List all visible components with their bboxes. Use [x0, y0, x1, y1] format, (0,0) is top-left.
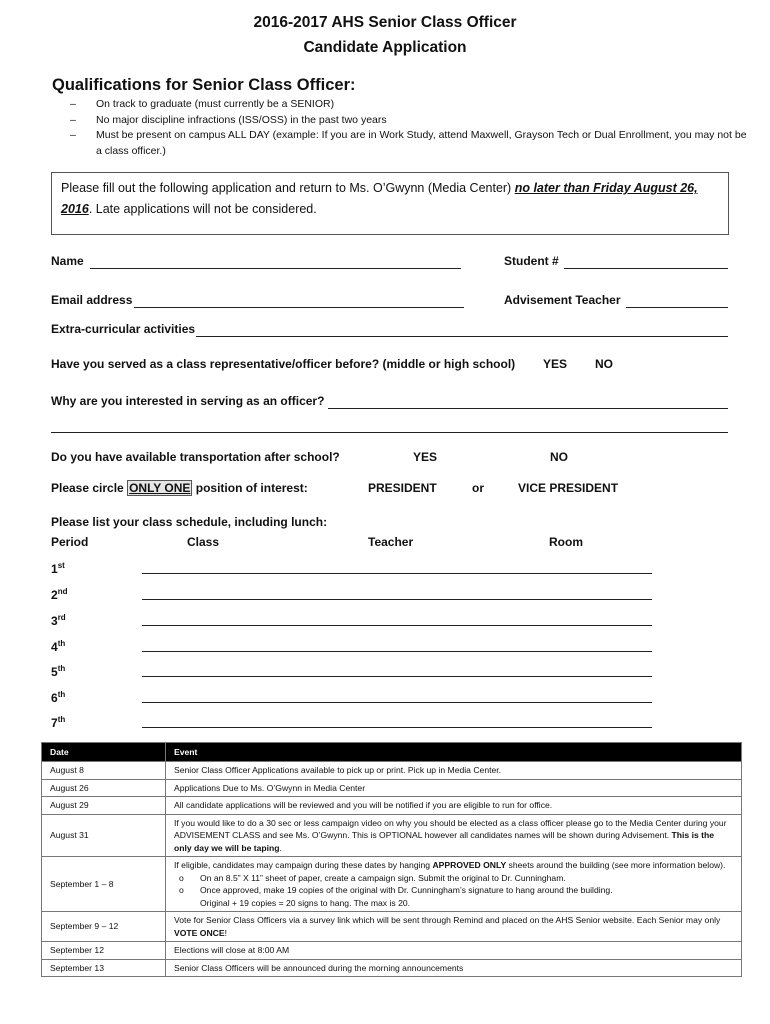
- served-yes-option[interactable]: YES: [543, 357, 568, 371]
- table-header-row: [42, 743, 742, 762]
- schedule-heading: Please list your class schedule, including lunch:: [51, 515, 328, 529]
- event-description: Applications Due to Ms. O’Gwynn in Media Center: [166, 779, 742, 797]
- or-text: or: [472, 481, 484, 495]
- table-row: [42, 857, 742, 912]
- event-description: Elections will close at 8:00 AM: [166, 942, 742, 960]
- event-date: September 1 – 8: [42, 857, 166, 912]
- qualification-item: – Must be present on campus ALL DAY (example: If you are in Work Study, attend Maxwell, Grayson Tech or Dual Enrollment, you may not be a class officer.): [70, 129, 747, 157]
- date-column-header: Date: [42, 743, 166, 762]
- events-table: [41, 742, 742, 977]
- period-6-field[interactable]: [142, 702, 652, 703]
- email-label: Email address: [51, 293, 133, 307]
- period-column-header: Period: [51, 535, 89, 549]
- event-description: Vote for Senior Class Officers via a survey link which will be sent through Remind and placed on the AHS Senior website. Each Senior may only VOTE ONCE!: [166, 912, 742, 942]
- page-subtitle: Candidate Application: [303, 39, 467, 56]
- extracurricular-label: Extra-curricular activities: [51, 322, 196, 336]
- table-row: [42, 912, 742, 942]
- event-date: August 8: [42, 762, 166, 780]
- deadline-year: 2016: [61, 202, 89, 216]
- extracurricular-field[interactable]: [196, 336, 728, 337]
- table-row: [42, 779, 742, 797]
- why-interested-question: Why are you interested in serving as an officer?: [51, 394, 325, 408]
- qualification-item: – On track to graduate (must currently be a SENIOR): [70, 98, 335, 110]
- period-2-field[interactable]: [142, 599, 652, 600]
- advisement-teacher-field[interactable]: [626, 307, 728, 308]
- table-row: [42, 814, 742, 857]
- served-no-option[interactable]: NO: [595, 357, 613, 371]
- period-label: 4th: [51, 639, 66, 654]
- period-3-field[interactable]: [142, 625, 652, 626]
- qualification-item: – No major discipline infractions (ISS/OSS) in the past two years: [70, 113, 387, 126]
- transportation-yes-option[interactable]: YES: [413, 450, 438, 464]
- deadline-notice: Please fill out the following application and return to Ms. O’Gwynn (Media Center) no later than Friday August 26, 2016. Late applications will not be considered.: [51, 172, 729, 235]
- only-one-emphasis: ONLY ONE: [129, 481, 191, 495]
- room-column-header: Room: [549, 535, 583, 549]
- period-label: 7th: [51, 715, 66, 730]
- event-description: Senior Class Officers will be announced during the morning announcements: [166, 959, 742, 977]
- event-description: If you would like to do a 30 sec or less campaign video on why you should be elected as a class officer please go to the Media Center during your ADVISEMENT CLASS and see Ms. O’Gwynn. This is OPTIONAL however all candidates names will be shown during Advisement. This is the only day we will be taping.: [166, 814, 742, 857]
- event-date: August 31: [42, 814, 166, 857]
- campaign-sign-steps: [174, 872, 733, 910]
- transportation-no-option[interactable]: NO: [550, 450, 568, 464]
- event-date: September 13: [42, 959, 166, 977]
- advisement-teacher-label: Advisement Teacher: [504, 293, 621, 307]
- period-4-field[interactable]: [142, 651, 652, 652]
- event-description: Senior Class Officer Applications available to pick up or print. Pick up in Media Center.: [166, 762, 742, 780]
- event-date: September 9 – 12: [42, 912, 166, 942]
- deadline-date: no later than Friday August 26,: [514, 181, 698, 195]
- table-row: [42, 959, 742, 977]
- table-row: [42, 797, 742, 815]
- page-title: 2016-2017 AHS Senior Class Officer: [253, 14, 517, 31]
- table-row: [42, 942, 742, 960]
- name-field[interactable]: [90, 268, 461, 269]
- student-number-field[interactable]: [564, 268, 728, 269]
- transportation-question: Do you have available transportation after school?: [51, 450, 340, 464]
- table-row: [42, 762, 742, 780]
- event-description: If eligible, candidates may campaign during these dates by hanging APPROVED ONLY sheets around the building (see more information below). o On an 8.5” X 11” sheet of paper, create a campaign sign. Submit the original to Dr. Cunningham. o Once approved, make 19 copies of the original with Dr. Cunningham’s signature to hang around the building. Original + 19 copies = 20 signs to hang. The max is 20.: [166, 857, 742, 912]
- list-item: o On an 8.5” X 11” sheet of paper, create a campaign sign. Submit the original to Dr. Cunningham.: [179, 872, 566, 883]
- position-question: Please circle ONLY ONE position of interest:: [51, 481, 308, 495]
- period-label: 3rd: [51, 613, 66, 628]
- why-interested-field-line1[interactable]: [328, 408, 728, 409]
- teacher-column-header: Teacher: [368, 535, 414, 549]
- event-column-header: Event: [166, 743, 742, 762]
- email-field[interactable]: [134, 307, 464, 308]
- qualifications-heading: Qualifications for Senior Class Officer:: [52, 76, 356, 94]
- period-label: 6th: [51, 690, 66, 705]
- event-date: September 12: [42, 942, 166, 960]
- period-label: 1st: [51, 561, 65, 576]
- period-5-field[interactable]: [142, 676, 652, 677]
- student-number-label: Student #: [504, 254, 559, 268]
- event-date: August 26: [42, 779, 166, 797]
- period-label: 2nd: [51, 587, 68, 602]
- name-label: Name: [51, 254, 84, 268]
- president-option[interactable]: PRESIDENT: [368, 481, 437, 495]
- period-label: 5th: [51, 664, 66, 679]
- vice-president-option[interactable]: VICE PRESIDENT: [518, 481, 619, 495]
- period-1-field[interactable]: [142, 573, 652, 574]
- event-date: August 29: [42, 797, 166, 815]
- period-7-field[interactable]: [142, 727, 652, 728]
- class-column-header: Class: [187, 535, 220, 549]
- event-description: All candidate applications will be reviewed and you will be notified if you are eligible to run for office.: [166, 797, 742, 815]
- qualifications-list: [70, 97, 750, 159]
- why-interested-field-line2[interactable]: [51, 432, 728, 433]
- served-before-question: Have you served as a class representative/officer before? (middle or high school): [51, 357, 516, 371]
- list-item: o Once approved, make 19 copies of the original with Dr. Cunningham’s signature to hang around the building. Original + 19 copies = 20 signs to hang. The max is 20.: [179, 885, 613, 908]
